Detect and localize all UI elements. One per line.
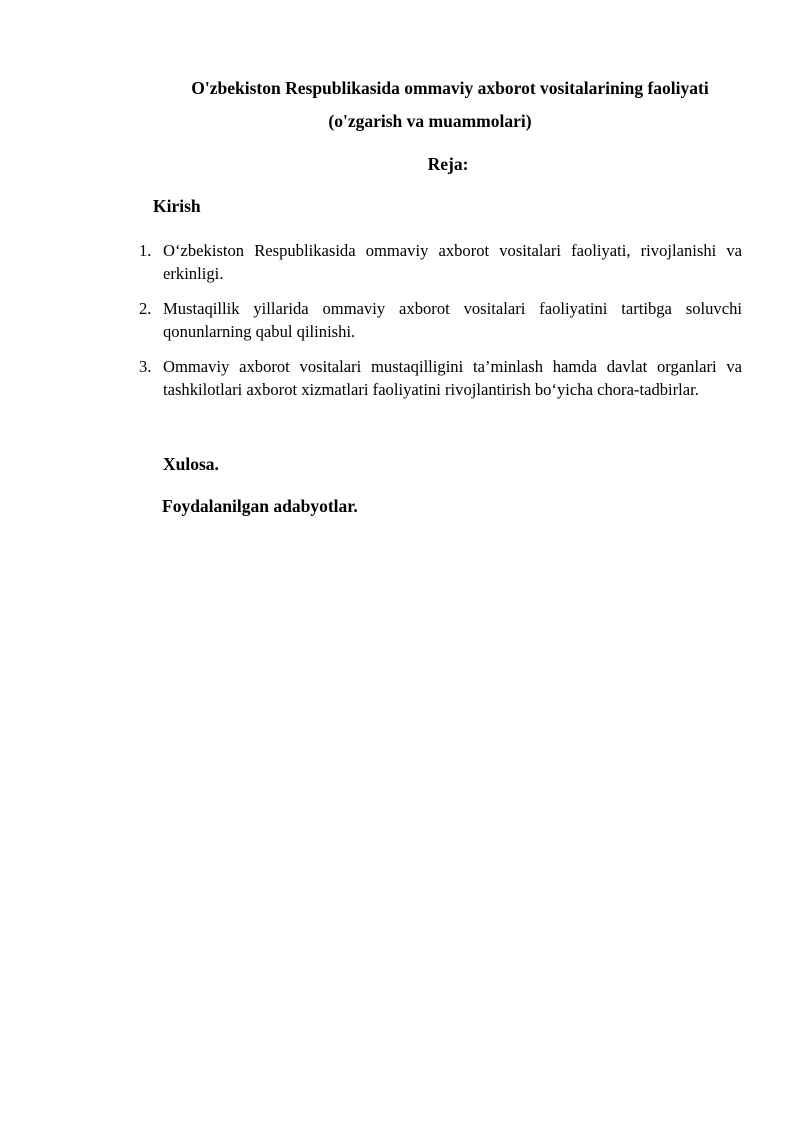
plan-heading: Reja: xyxy=(427,154,469,174)
document-title: O'zbekiston Respublikasida ommaviy axborot vositalarining faoliyati xyxy=(191,78,709,98)
plan-item-number: 3. xyxy=(139,357,152,376)
plan-item-number: 1. xyxy=(139,241,152,260)
plan-item-text: Ommaviy axborot vositalari mustaqilligini ta’minlash hamda davlat organlari va tashkilotlari axborot xizmatlari faoliyatini rivojlantirish bo‘yicha chora-tadbirlar. xyxy=(163,357,742,399)
plan-item-1 xyxy=(139,240,742,285)
conclusion-heading: Xulosa. xyxy=(163,454,219,474)
plan-item-text: O‘zbekiston Respublikasida ommaviy axborot vositalari faoliyati, rivojlanishi va erkinligi. xyxy=(163,241,742,283)
document-subtitle: (o'zgarish va muammolari) xyxy=(328,111,532,131)
plan-item-2 xyxy=(139,298,742,343)
plan-item-number: 2. xyxy=(139,299,152,318)
plan-list xyxy=(139,240,742,414)
plan-item-text: Mustaqillik yillarida ommaviy axborot vositalari faoliyatini tartibga soluvchi qonunlarning qabul qilinishi. xyxy=(163,299,742,341)
references-heading: Foydalanilgan adabyotlar. xyxy=(162,496,358,516)
intro-heading: Kirish xyxy=(153,196,201,216)
plan-item-3 xyxy=(139,356,742,401)
